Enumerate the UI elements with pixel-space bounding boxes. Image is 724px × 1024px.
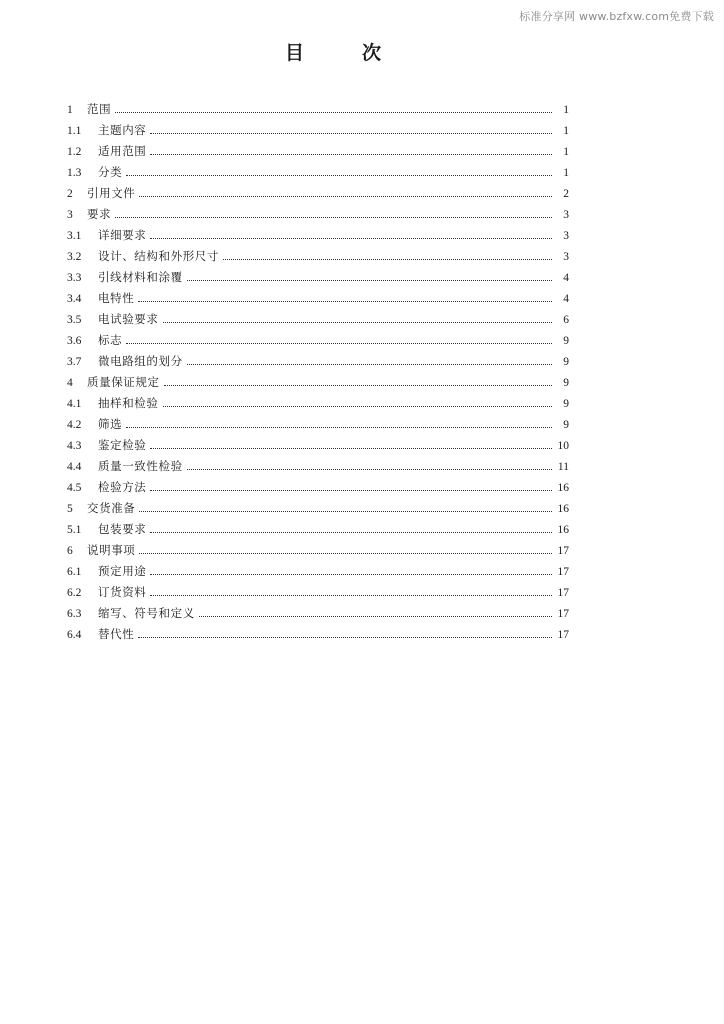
toc-entry-title: 鉴定检验	[98, 438, 147, 452]
toc-dot-leader	[139, 196, 552, 197]
toc-entry-page: 3	[563, 251, 569, 263]
toc-entry[interactable]	[67, 477, 569, 498]
toc-entry-number: 2	[67, 188, 73, 200]
toc-entry-title: 引线材料和涂覆	[98, 270, 183, 284]
table-of-contents	[67, 99, 569, 645]
toc-dot-leader	[115, 217, 552, 218]
toc-entry-title: 说明事项	[87, 543, 136, 557]
toc-entry-number: 4.2	[67, 419, 82, 431]
toc-entry-title: 替代性	[98, 627, 135, 641]
toc-dot-leader	[187, 364, 552, 365]
toc-entry-number: 3.5	[67, 314, 82, 326]
toc-entry[interactable]	[67, 540, 569, 561]
toc-entry-page: 10	[557, 440, 569, 452]
toc-dot-leader	[126, 175, 552, 176]
toc-entry-title: 交货准备	[87, 501, 136, 515]
toc-entry-page: 17	[557, 587, 569, 599]
toc-entry[interactable]	[67, 372, 569, 393]
page-title	[0, 38, 724, 65]
toc-entry[interactable]	[67, 519, 569, 540]
toc-entry-page: 4	[563, 272, 569, 284]
toc-dot-leader	[138, 637, 552, 638]
toc-entry-page: 17	[557, 545, 569, 557]
toc-entry-number: 4.4	[67, 461, 82, 473]
toc-entry-page: 6	[563, 314, 569, 326]
toc-entry-page: 9	[563, 377, 569, 389]
toc-entry[interactable]	[67, 246, 569, 267]
toc-entry-page: 4	[563, 293, 569, 305]
toc-entry-number: 4	[67, 377, 73, 389]
toc-entry-number: 5.1	[67, 524, 82, 536]
toc-entry-page: 9	[563, 419, 569, 431]
toc-entry-number: 1	[67, 104, 73, 116]
toc-dot-leader	[115, 112, 552, 113]
toc-entry[interactable]	[67, 414, 569, 435]
toc-entry[interactable]	[67, 99, 569, 120]
toc-entry-title: 筛选	[98, 417, 123, 431]
toc-dot-leader	[150, 448, 552, 449]
toc-entry-title: 包装要求	[98, 522, 147, 536]
toc-entry-number: 3.4	[67, 293, 82, 305]
toc-entry[interactable]	[67, 498, 569, 519]
toc-entry[interactable]	[67, 183, 569, 204]
toc-entry-number: 4.3	[67, 440, 82, 452]
toc-entry-number: 1.3	[67, 167, 82, 179]
toc-entry-page: 3	[563, 209, 569, 221]
toc-dot-leader	[164, 385, 552, 386]
toc-entry-page: 11	[557, 461, 569, 473]
watermark-text: 标准分享网 www.bzfxw.com免费下载	[519, 10, 714, 23]
page-title-char-2: 次	[362, 42, 440, 64]
toc-dot-leader	[150, 133, 552, 134]
toc-entry-page: 17	[557, 566, 569, 578]
toc-entry-title: 范围	[87, 102, 112, 116]
toc-entry-number: 4.5	[67, 482, 82, 494]
toc-entry-number: 5	[67, 503, 73, 515]
toc-entry-number: 1.1	[67, 125, 82, 137]
toc-entry-title: 详细要求	[98, 228, 147, 242]
toc-entry-title: 引用文件	[87, 186, 136, 200]
toc-dot-leader	[150, 154, 552, 155]
toc-entry-number: 3.2	[67, 251, 82, 263]
toc-entry[interactable]	[67, 561, 569, 582]
toc-entry-number: 3.3	[67, 272, 82, 284]
toc-dot-leader	[223, 259, 552, 260]
toc-entry-number: 6.2	[67, 587, 82, 599]
toc-entry[interactable]	[67, 435, 569, 456]
toc-entry-title: 订货资料	[98, 585, 147, 599]
toc-entry[interactable]	[67, 225, 569, 246]
toc-entry-number: 3.7	[67, 356, 82, 368]
toc-dot-leader	[199, 616, 552, 617]
toc-entry[interactable]	[67, 456, 569, 477]
toc-dot-leader	[163, 406, 553, 407]
toc-entry[interactable]	[67, 204, 569, 225]
toc-entry-title: 适用范围	[98, 144, 147, 158]
toc-entry[interactable]	[67, 162, 569, 183]
toc-dot-leader	[150, 490, 552, 491]
toc-entry-number: 6.3	[67, 608, 82, 620]
toc-entry-page: 9	[563, 398, 569, 410]
toc-entry-page: 17	[557, 608, 569, 620]
toc-entry-page: 3	[563, 230, 569, 242]
toc-entry-title: 预定用途	[98, 564, 147, 578]
toc-entry[interactable]	[67, 603, 569, 624]
toc-entry-number: 3	[67, 209, 73, 221]
toc-entry[interactable]	[67, 141, 569, 162]
toc-entry-title: 微电路组的划分	[98, 354, 183, 368]
toc-entry-page: 2	[563, 188, 569, 200]
toc-entry-number: 3.6	[67, 335, 82, 347]
toc-entry-title: 电特性	[98, 291, 135, 305]
toc-entry-page: 17	[557, 629, 569, 641]
toc-entry[interactable]	[67, 309, 569, 330]
toc-entry[interactable]	[67, 288, 569, 309]
toc-entry[interactable]	[67, 582, 569, 603]
toc-entry-page: 1	[563, 167, 569, 179]
toc-entry-title: 抽样和检验	[98, 396, 159, 410]
toc-dot-leader	[163, 322, 553, 323]
toc-entry-title: 要求	[87, 207, 112, 221]
toc-dot-leader	[150, 574, 552, 575]
toc-dot-leader	[150, 238, 552, 239]
toc-dot-leader	[139, 511, 552, 512]
toc-entry-page: 1	[563, 104, 569, 116]
toc-entry[interactable]	[67, 120, 569, 141]
toc-entry-title: 质量一致性检验	[98, 459, 183, 473]
toc-entry-title: 主题内容	[98, 123, 147, 137]
toc-dot-leader	[150, 532, 552, 533]
toc-entry-page: 1	[563, 146, 569, 158]
toc-entry-number: 3.1	[67, 230, 82, 242]
toc-entry-title: 标志	[98, 333, 123, 347]
toc-entry[interactable]	[67, 351, 569, 372]
toc-entry-number: 6	[67, 545, 73, 557]
toc-entry-page: 16	[557, 503, 569, 515]
toc-entry-title: 检验方法	[98, 480, 147, 494]
toc-entry-number: 6.4	[67, 629, 82, 641]
toc-dot-leader	[126, 343, 552, 344]
toc-dot-leader	[150, 595, 552, 596]
toc-entry[interactable]	[67, 330, 569, 351]
toc-entry-title: 质量保证规定	[87, 375, 160, 389]
page-title-char-1: 目	[284, 42, 362, 64]
toc-dot-leader	[139, 553, 552, 554]
toc-dot-leader	[187, 280, 552, 281]
toc-dot-leader	[138, 301, 552, 302]
toc-entry-title: 分类	[98, 165, 123, 179]
toc-entry-page: 1	[563, 125, 569, 137]
toc-entry[interactable]	[67, 624, 569, 645]
toc-entry-title: 缩写、符号和定义	[98, 606, 195, 620]
toc-entry[interactable]	[67, 393, 569, 414]
toc-entry-number: 1.2	[67, 146, 82, 158]
toc-entry-number: 6.1	[67, 566, 82, 578]
toc-dot-leader	[187, 469, 552, 470]
toc-entry-number: 4.1	[67, 398, 82, 410]
toc-entry-page: 16	[557, 524, 569, 536]
toc-entry-page: 9	[563, 356, 569, 368]
toc-dot-leader	[126, 427, 552, 428]
toc-entry-title: 设计、结构和外形尺寸	[98, 249, 219, 263]
toc-entry-page: 9	[563, 335, 569, 347]
toc-entry[interactable]	[67, 267, 569, 288]
toc-entry-title: 电试验要求	[98, 312, 159, 326]
toc-entry-page: 16	[557, 482, 569, 494]
